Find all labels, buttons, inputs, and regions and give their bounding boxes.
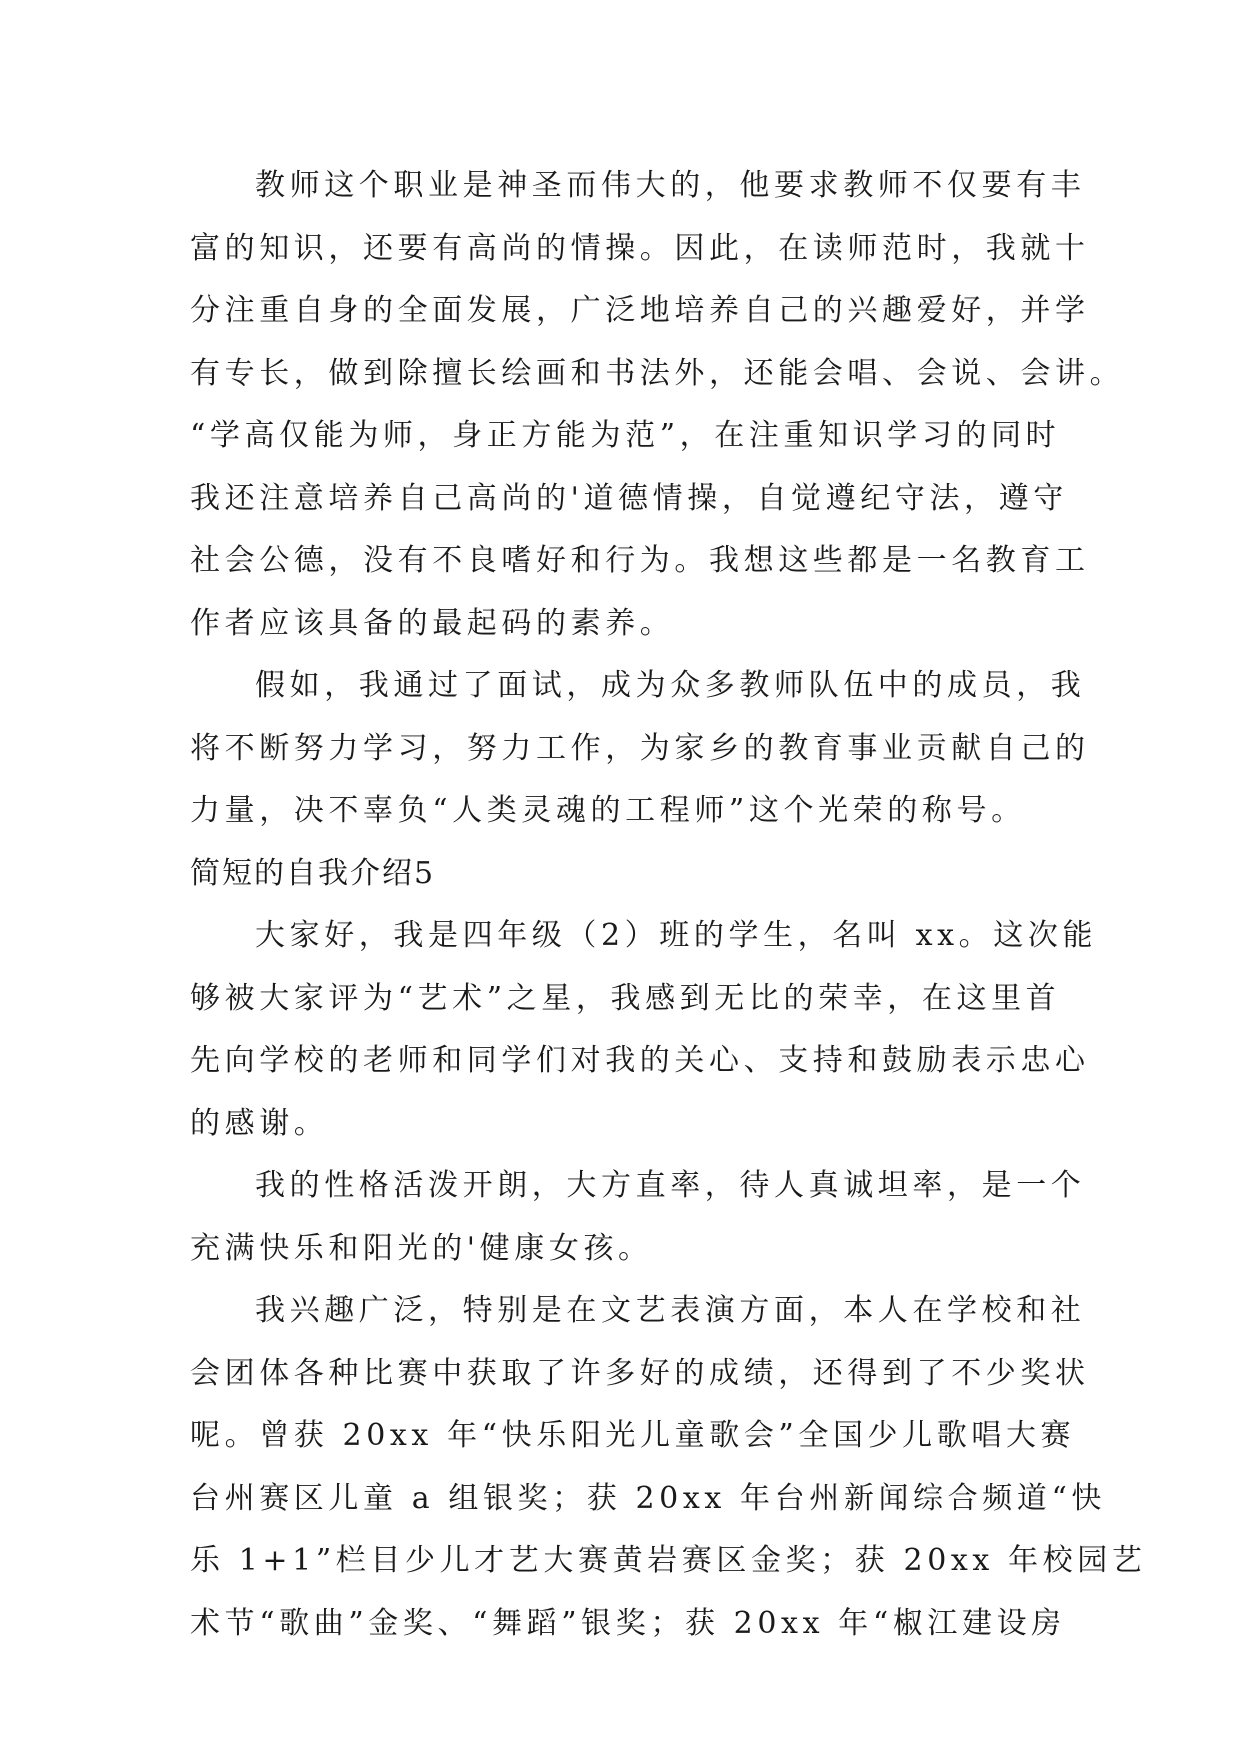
text-line: 够被大家评为“艺术”之星，我感到无比的荣幸，在这里首 — [190, 980, 1061, 1016]
text-line: 乐 1+1”栏目少儿才艺大赛黄岩赛区金奖；获 20xx 年校园艺 — [190, 1543, 1147, 1578]
text-line: 我的性格活泼开朗，大方直率，待人真诚坦率，是一个 — [255, 1168, 1086, 1203]
text-line: 富的知识，还要有高尚的情操。因此，在读师范时，我就十 — [190, 230, 1090, 266]
text-line: 分注重自身的全面发展，广泛地培养自己的兴趣爱好，并学 — [190, 293, 1090, 328]
text-line: 大家好，我是四年级（2）班的学生，名叫 xx。这次能 — [255, 918, 1098, 953]
text-line: 我还注意培养自己高尚的'道德情操，自觉遵纪守法，遵守 — [190, 480, 1068, 516]
text-line: 力量，决不辜负“人类灵魂的工程师”这个光荣的称号。 — [190, 793, 1026, 828]
text-line: 有专长，做到除擅长绘画和书法外，还能会唱、会说、会讲。 — [190, 355, 1125, 391]
text-line: 将不断努力学习，努力工作，为家乡的教育事业贡献自己的 — [190, 730, 1090, 766]
text-line: 假如，我通过了面试，成为众多教师队伍中的成员，我 — [255, 668, 1086, 703]
text-line: 充满快乐和阳光的'健康女孩。 — [190, 1230, 653, 1266]
text-line: 我兴趣广泛，特别是在文艺表演方面，本人在学校和社 — [255, 1293, 1086, 1328]
text-line: 呢。曾获 20xx 年“快乐阳光儿童歌会”全国少儿歌唱大赛 — [190, 1418, 1076, 1453]
section-heading: 简短的自我介绍5 — [190, 855, 436, 891]
text-line: 会团体各种比赛中获取了许多好的成绩，还得到了不少奖状 — [190, 1355, 1090, 1391]
text-line: “学高仅能为师，身正方能为范”，在注重知识学习的同时 — [190, 418, 1061, 453]
text-line: 术节“歌曲”金奖、“舞蹈”银奖；获 20xx 年“椒江建设房 — [190, 1605, 1066, 1641]
text-line: 台州赛区儿童 a 组银奖；获 20xx 年台州新闻综合频道“快 — [190, 1480, 1106, 1516]
text-line: 先向学校的老师和同学们对我的关心、支持和鼓励表示忠心 — [190, 1043, 1090, 1078]
text-line: 教师这个职业是神圣而伟大的，他要求教师不仅要有丰 — [255, 168, 1086, 203]
text-line: 的感谢。 — [190, 1105, 329, 1141]
document-body — [190, 155, 1147, 1655]
text-line: 社会公德，没有不良嗜好和行为。我想这些都是一名教育工 — [190, 543, 1090, 578]
text-line: 作者应该具备的最起码的素养。 — [190, 605, 675, 641]
